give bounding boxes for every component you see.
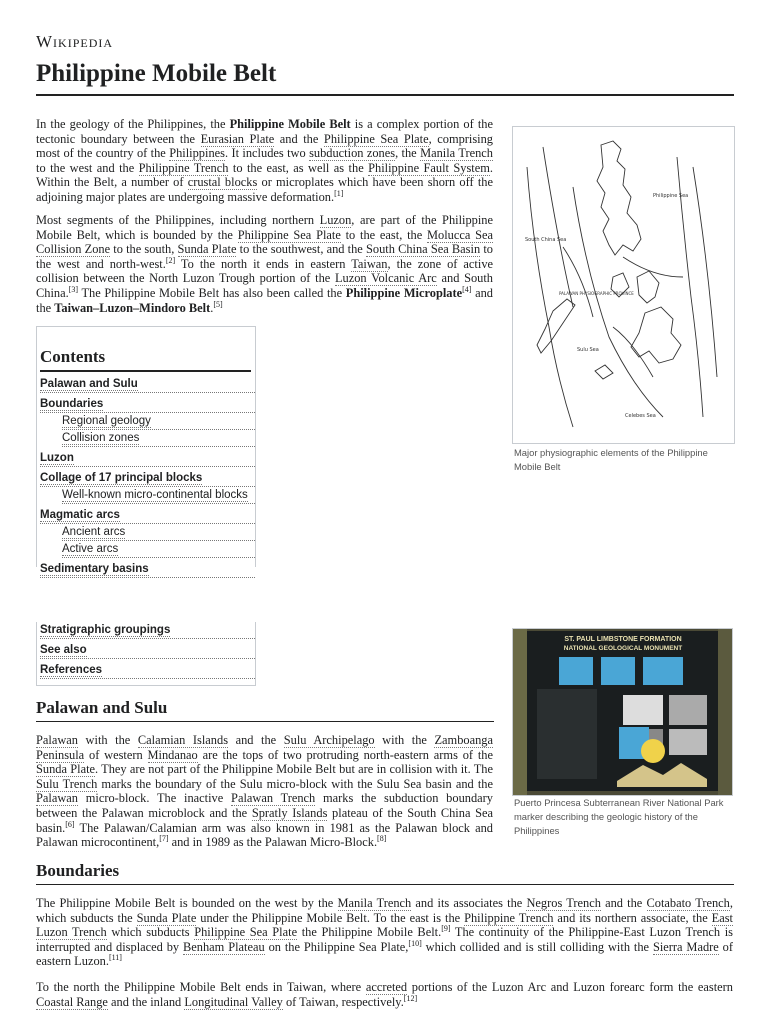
ref-6[interactable]: [6] bbox=[65, 819, 75, 829]
map-figure[interactable] bbox=[512, 126, 735, 444]
link-sierra-madre[interactable]: Sierra Madre bbox=[652, 939, 719, 954]
ref-10[interactable]: [10] bbox=[408, 938, 422, 948]
map-label-palawan-province: PALAWAN PHYSIOGRAPHIC PROVINCE bbox=[559, 291, 634, 296]
link-zamboanga-peninsula[interactable]: Zamboanga Peninsula bbox=[36, 733, 493, 762]
map-caption: Major physiographic elements of the Philippine Mobile Belt bbox=[514, 447, 708, 472]
ref-9[interactable]: [9] bbox=[441, 924, 451, 934]
link-palawan[interactable]: Palawan bbox=[36, 733, 78, 747]
link-crustal-blocks[interactable]: crustal blocks bbox=[187, 175, 258, 190]
map-label-south-china-sea: South China Sea bbox=[525, 237, 567, 243]
toc-item-collage[interactable]: Collage of 17 principal blocks bbox=[40, 470, 255, 487]
toc-item-active-arcs[interactable]: Active arcs bbox=[62, 541, 255, 558]
boundaries-paragraph-1: The Philippine Mobile Belt is bounded on the west by the Manila Trench and its associates the Negros Trench and the Cotabato Trench, which subducts the Sunda Plate under the Philippine Mobile Belt. To the east is the Philippine Trench and its northern associate, the East Luzon Trench which subducts Philippine Sea Plate the Philippine Mobile Belt.[9] The continuity of the Philippine-East Luzon Trench is interrupted and displaced by Benham Plateau on the Philippine Sea Plate,[10] which collided and is still colliding with the Sierra Madre of eastern Luzon.[11] bbox=[36, 896, 733, 969]
link-sunda-plate-2[interactable]: Sunda Plate bbox=[36, 762, 96, 777]
title-rule bbox=[36, 94, 734, 96]
ref-11[interactable]: [11] bbox=[108, 953, 122, 963]
section-heading-boundaries: Boundaries bbox=[36, 861, 120, 880]
link-sulu-trench[interactable]: Sulu Trench bbox=[36, 776, 98, 791]
link-philippine-sea-plate-2[interactable]: Philippine Sea Plate bbox=[237, 227, 341, 242]
link-philippines[interactable]: Philippines bbox=[169, 146, 225, 161]
palawan-paragraph: Palawan with the Calamian Islands and the Sulu Archipelago with the Zamboanga Peninsula of western Mindanao are the tops of two protruding north-eastern arms of the Sunda Plate. They are not part of the Philippine Mobile Belt but are in collision with it. The Sulu Trench marks the boundary of the Sulu micro-block with the Sulu Sea basin and the Palawan micro-block. The inactive Palawan Trench marks the subduction boundary between the Palawan microblock and the Spratly Islands plateau of the South China Sea basin.[6] The Palawan/Calamian arm was also known in 1981 as the Palawan block and Palawan microcontinent,[7] and in 1989 as the Palawan Micro-Block.[8] bbox=[36, 733, 493, 850]
ref-5[interactable]: [5] bbox=[213, 299, 223, 309]
toc-item-magmatic-arcs[interactable]: Magmatic arcs bbox=[40, 507, 255, 524]
photo-caption: Puerto Princesa Subterranean River National Park marker describing the geologic history of the Philippines bbox=[514, 797, 724, 836]
ref-7[interactable]: [7] bbox=[159, 834, 169, 844]
link-palawan-trench[interactable]: Palawan Trench bbox=[231, 791, 316, 806]
link-manila-trench-2[interactable]: Manila Trench bbox=[337, 896, 412, 910]
table-of-contents bbox=[36, 326, 256, 575]
link-cotabato-trench[interactable]: Cotabato Trench bbox=[646, 896, 730, 910]
table-of-contents-continued bbox=[36, 622, 256, 686]
ref-1[interactable]: [1] bbox=[334, 188, 344, 198]
section-heading-palawan: Palawan and Sulu bbox=[36, 698, 168, 717]
toc-item-references[interactable]: References bbox=[40, 662, 255, 679]
link-accreted[interactable]: accreted bbox=[365, 980, 408, 994]
intro-paragraph-2: Most segments of the Philippines, including northern Luzon, are part of the Philippine Mobile Belt, which is bounded by the Philippine Sea Plate to the east, the Molucca Sea Collision Zone to the south, Sunda Plate to the southwest, and the South China Sea Basin to the west and north-west.[2] To the north it ends in eastern Taiwan, the zone of active collision between the North Luzon Trough portion of the Luzon Volcanic Arc and South China.[3] The Philippine Mobile Belt has also been called the Philippine Microplate[4] and the Taiwan–Luzon–Mindoro Belt.[5] bbox=[36, 213, 494, 315]
toc-item-sedimentary-basins[interactable]: Sedimentary basins bbox=[40, 561, 255, 578]
link-sulu-archipelago[interactable]: Sulu Archipelago bbox=[283, 733, 375, 747]
link-sunda-plate-3[interactable]: Sunda Plate bbox=[136, 910, 197, 925]
link-luzon[interactable]: Luzon bbox=[319, 213, 352, 227]
toc-rule bbox=[40, 370, 251, 372]
ref-8[interactable]: [8] bbox=[377, 834, 387, 844]
link-benham-plateau[interactable]: Benham Plateau bbox=[183, 939, 265, 954]
link-philippine-fault-system[interactable]: Philippine Fault System bbox=[368, 160, 490, 175]
link-philippine-sea-plate-3[interactable]: Philippine Sea Plate bbox=[194, 925, 298, 940]
photo-figure[interactable] bbox=[512, 628, 733, 796]
toc-item-ancient-arcs[interactable]: Ancient arcs bbox=[62, 524, 255, 541]
toc-item-stratigraphic[interactable]: Stratigraphic groupings bbox=[40, 622, 255, 639]
boundaries-paragraph-2: To the north the Philippine Mobile Belt ends in Taiwan, where accreted portions of the Luzon Arc and Luzon forearc form the eastern Coastal Range and the inland Longitudinal Valley of Taiwan, respectively.[12] bbox=[36, 980, 733, 1009]
toc-item-luzon[interactable]: Luzon bbox=[40, 450, 255, 467]
link-east-luzon-trench[interactable]: East Luzon Trench bbox=[36, 910, 733, 940]
link-manila-trench[interactable]: Manila Trench bbox=[420, 146, 493, 161]
link-longitudinal-valley[interactable]: Longitudinal Valley bbox=[184, 994, 283, 1009]
physiographic-map bbox=[513, 127, 734, 443]
link-south-china-sea-basin[interactable]: South China Sea Basin bbox=[365, 242, 481, 257]
link-subduction-zones[interactable]: subduction zones bbox=[309, 146, 396, 161]
ref-4[interactable]: [4] bbox=[462, 284, 472, 294]
geological-monument-sign-photo bbox=[513, 629, 732, 795]
toc-item-regional-geology[interactable]: Regional geology bbox=[62, 413, 255, 430]
link-negros-trench[interactable]: Negros Trench bbox=[526, 896, 601, 910]
ref-3[interactable]: [3] bbox=[68, 284, 79, 294]
link-calamian-islands[interactable]: Calamian Islands bbox=[137, 733, 229, 747]
toc-item-collision-zones[interactable]: Collision zones bbox=[62, 430, 255, 447]
link-philippine-trench-2[interactable]: Philippine Trench bbox=[464, 910, 554, 925]
sign-title-line-2: NATIONAL GEOLOGICAL MONUMENT bbox=[563, 645, 683, 652]
link-coastal-range[interactable]: Coastal Range bbox=[36, 994, 108, 1009]
section-rule-boundaries bbox=[36, 884, 734, 885]
ref-12[interactable]: [12] bbox=[403, 993, 418, 1003]
toc-item-palawan[interactable]: Palawan and Sulu bbox=[40, 376, 255, 393]
section-rule-palawan bbox=[36, 721, 494, 722]
map-label-philippine-sea: Philippine Sea bbox=[653, 193, 689, 199]
link-mindanao[interactable]: Mindanao bbox=[147, 747, 198, 762]
link-philippine-sea-plate[interactable]: Philippine Sea Plate bbox=[323, 131, 429, 146]
toc-item-boundaries[interactable]: Boundaries bbox=[40, 396, 255, 413]
toc-item-micro-continental[interactable]: Well-known micro-continental blocks bbox=[62, 487, 255, 504]
link-palawan-2[interactable]: Palawan bbox=[36, 791, 78, 806]
intro-paragraph-1: In the geology of the Philippines, the Philippine Mobile Belt is a complex portion of the tectonic boundary between the Eurasian Plate and the Philippine Sea Plate, comprising most of the country of the Philippines. It includes two subduction zones, the Manila Trench to the west and the Philippine Trench to the east, as well as the Philippine Fault System. Within the Belt, a number of crustal blocks or microplates which have been shorn off the adjoining major plates are undergoing massive deformation.[1] bbox=[36, 117, 493, 204]
link-sunda-plate[interactable]: Sunda Plate bbox=[177, 242, 237, 257]
toc-title: Contents bbox=[40, 347, 106, 366]
link-taiwan[interactable]: Taiwan bbox=[351, 256, 388, 271]
ref-2[interactable]: [2] bbox=[165, 255, 176, 265]
link-philippine-trench[interactable]: Philippine Trench bbox=[138, 160, 229, 175]
link-eurasian-plate[interactable]: Eurasian Plate bbox=[200, 131, 275, 146]
link-spratly-islands[interactable]: Spratly Islands bbox=[251, 805, 328, 820]
page-title: Philippine Mobile Belt bbox=[36, 60, 277, 87]
map-label-sulu-sea: Sulu Sea bbox=[577, 347, 599, 353]
map-label-celebes-sea: Celebes Sea bbox=[625, 413, 656, 419]
sign-title-line-1: ST. PAUL LIMBSTONE FORMATION bbox=[564, 636, 682, 643]
toc-item-see-also[interactable]: See also bbox=[40, 642, 255, 659]
wordmark[interactable]: Wikipedia bbox=[36, 32, 114, 51]
link-molucca-sea[interactable]: Molucca Sea Collision Zone bbox=[36, 227, 493, 257]
link-luzon-volcanic-arc[interactable]: Luzon Volcanic Arc bbox=[334, 271, 437, 286]
